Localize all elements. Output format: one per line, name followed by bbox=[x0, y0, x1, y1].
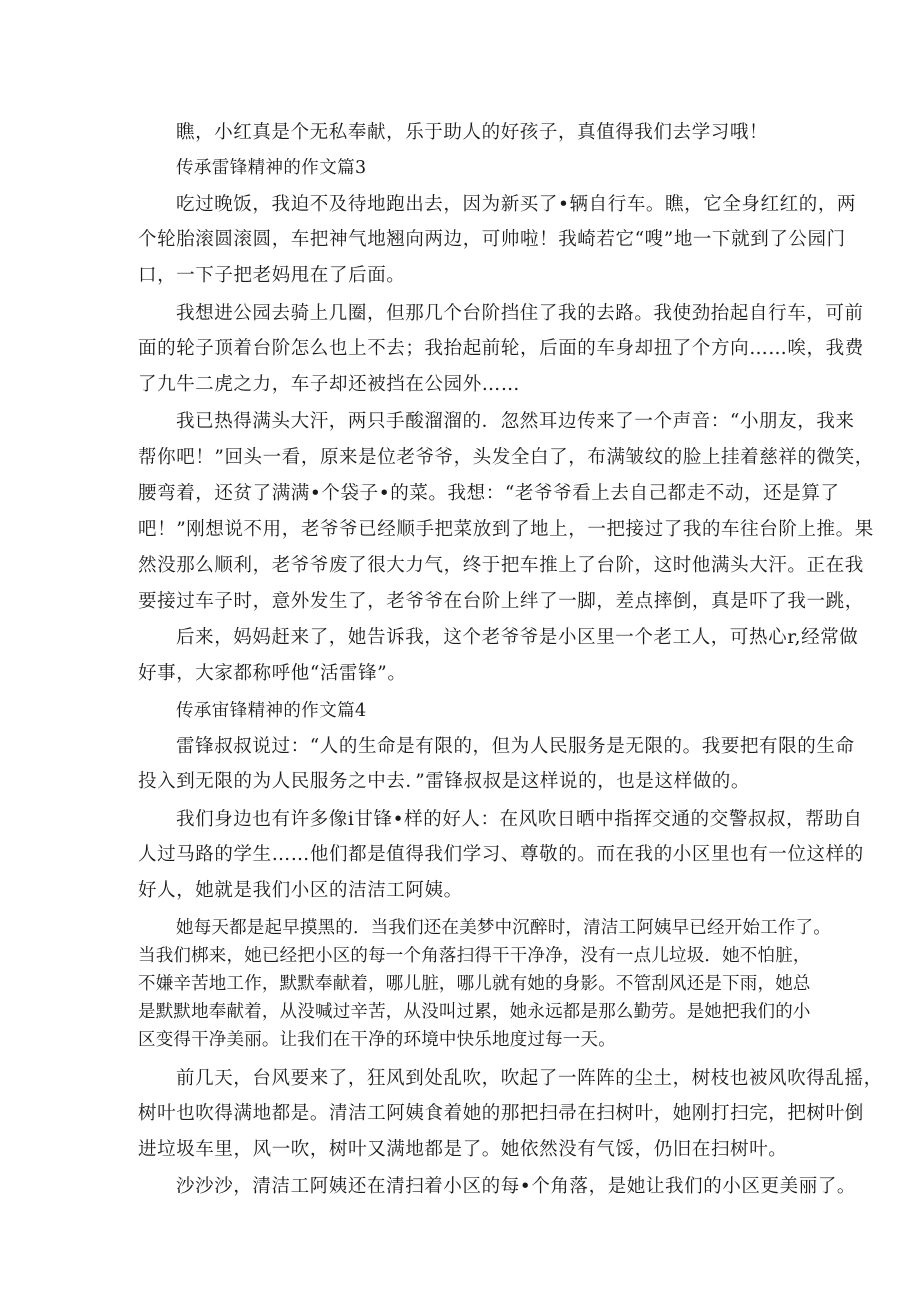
text-line: 树叶也吹得满地都是。清洁工阿姨食着她的那把扫帚在扫树叶，她刚打扫完，把树叶倒 bbox=[138, 1103, 864, 1124]
text-line: 吧！”刚想说不用，老爷爷已经顺手把菜放到了地上，一把接过了我的车往台阶上推。果 bbox=[138, 519, 874, 540]
text-line: 口，一下子把老妈甩在了后面。 bbox=[138, 265, 406, 286]
text-line: 当我们梆来，她已经把小区的每一个角落扫得干干净净，没有一点儿垃圾．她不怕脏， bbox=[138, 946, 811, 966]
section-heading: 传承雷锋精神的作文篇3 bbox=[176, 158, 367, 178]
text-line: 沙沙沙，清洁工阿姨还在清扫着小区的每•个角落，是她让我们的小区更美丽了。 bbox=[176, 1176, 857, 1197]
text-line: 区变得干净美丽。让我们在干净的环境中快乐地度过每一天。 bbox=[138, 1030, 616, 1050]
text-line: 后来，妈妈赶来了，她告诉我，这个老爷爷是小区里一个老工人，可热心r,经常做 bbox=[176, 627, 859, 648]
text-line: 雷锋叔叔说过：“人的生命是有限的，但为人民服务是无限的。我要把有限的生命 bbox=[176, 736, 855, 757]
text-line: 我已热得满头大汗，两只手酸溜溜的．忽然耳边传来了一个声音：“小朋友，我来 bbox=[176, 411, 855, 432]
text-line: 要接过车子时，意外发生了，老爷爷在台阶上绊了一脚，差点摔倒，真是吓了我一跳， bbox=[138, 591, 864, 612]
text-line: 然没那么顺利，老爷爷废了很大力气，终于把车推上了台阶，这时他满头大汗。正在我 bbox=[138, 555, 864, 576]
text-line: 帮你吧！”回头一看，原来是位老爷爷，头发全白了，布满皱纹的脸上挂着慈祥的微笑， bbox=[138, 447, 874, 468]
text-line: 好人，她就是我们小区的洁洁工阿姨。 bbox=[138, 880, 463, 901]
text-line: 好事，大家都称呼他“活雷锋”。 bbox=[138, 663, 407, 684]
text-line: 是默默地奉献着，从没喊过辛苦，从没叫过累，她永远都是那么勤劳。是她把我们的小 bbox=[138, 1002, 811, 1022]
text-line: 不嫌辛苦地工作，默默奉献着，哪儿脏，哪儿就有她的身影。不管刮风还是下雨，她总 bbox=[138, 974, 811, 994]
text-line: 投入到无限的为人民服务之中去．”雷锋叔叔是这样说的，也是这样做的。 bbox=[138, 771, 751, 792]
text-line: 人过马路的学生……他们都是值得我们学习、尊敬的。而在我的小区里也有一位这样的 bbox=[138, 844, 864, 865]
section-heading: 传承宙锋精神的作文篇4 bbox=[176, 701, 367, 721]
text-line: 我想进公园去骑上几圈，但那几个台阶挡住了我的去路。我使劲抬起自行车，可前 bbox=[176, 303, 864, 324]
text-line: 进垃圾车里，风一吹，树叶又满地都是了。她依然没有气馁，仍旧在扫树叶。 bbox=[138, 1139, 788, 1160]
text-line: 面的轮子顶着台阶怎么也上不去；我抬起前轮，后面的车身却扭了个方向……唉，我费 bbox=[138, 338, 864, 359]
text-line: 了九牛二虎之力，车子却还被挡在公园外…… bbox=[138, 374, 521, 395]
text-line: 瞧，小红真是个无私奉献，乐于助人的好孩子，真值得我们去学习哦！ bbox=[176, 122, 769, 143]
text-line: 吃过晚饭，我迫不及待地跑出去，因为新买了•辆自行车。瞧，它全身红红的，两 bbox=[176, 194, 857, 215]
text-line: 她每天都是起早摸黑的．当我们还在美梦中沉醉时，清洁工阿姨早已经开始工作了。 bbox=[176, 918, 831, 938]
text-line: 前几天，台风要来了，狂风到处乱吹，吹起了一阵阵的尘土，树枝也被风吹得乱摇， bbox=[176, 1068, 883, 1089]
text-line: 腰弯着，还贫了满满•个袋子•的菜。我想：“老爷爷看上去自己都走不动，还是算了 bbox=[138, 483, 840, 504]
text-line: 我们身边也有许多像i甘锋•样的好人：在风吹日晒中指挥交通的交警叔叔，帮助自 bbox=[176, 809, 863, 830]
text-line: 个轮胎滚圆滚圆，车把神气地翘向两边，可帅啦！我崎若它“嗖”地一下就到了公园门 bbox=[138, 229, 846, 250]
